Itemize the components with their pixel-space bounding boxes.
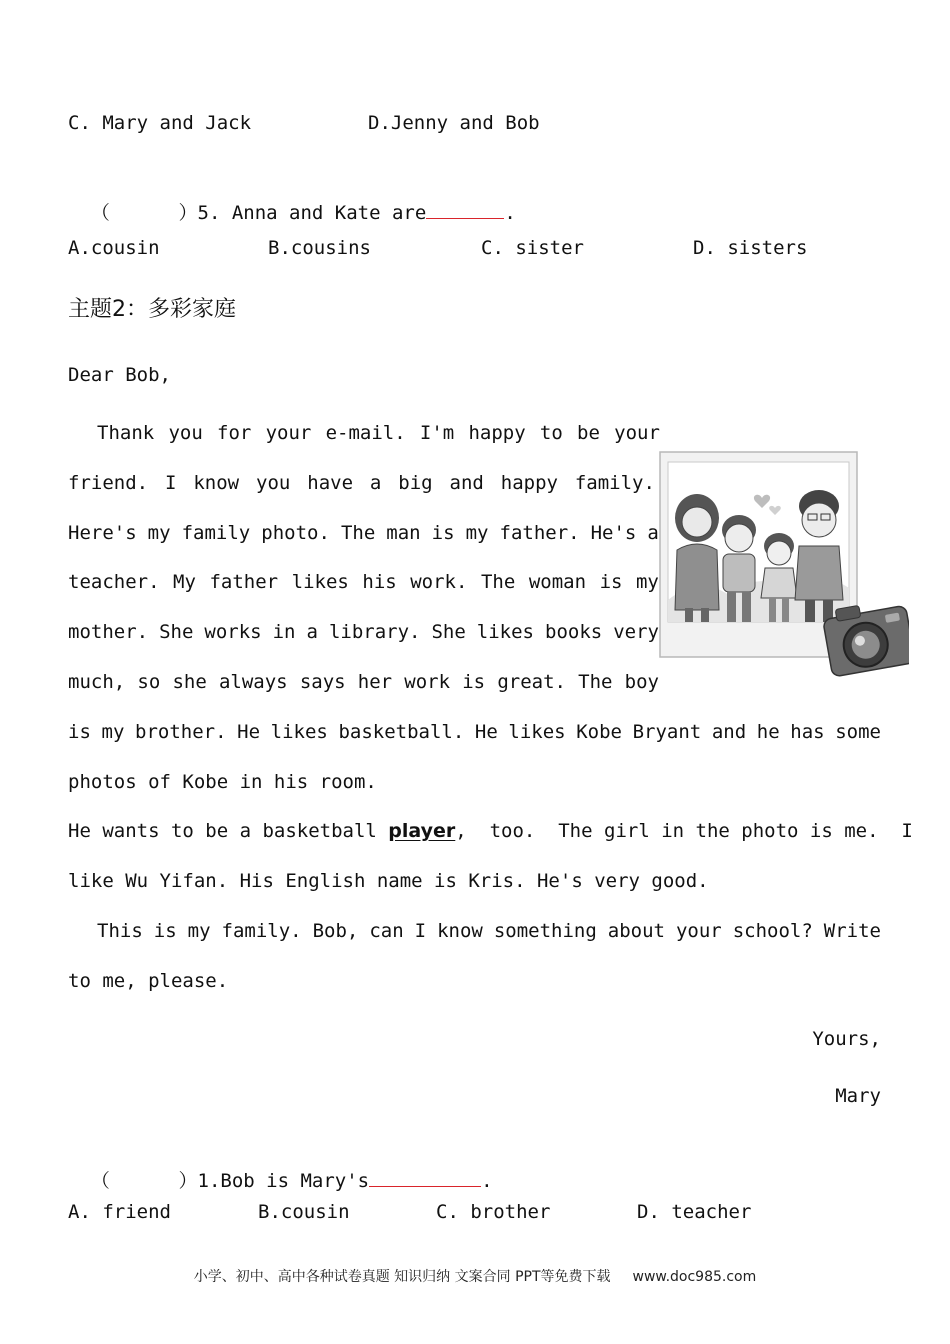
letter-line-2	[68, 471, 655, 495]
word: Write	[823, 920, 881, 942]
word: big	[398, 472, 433, 494]
word: work.	[410, 571, 468, 593]
word: something	[493, 920, 597, 942]
word: The	[578, 671, 613, 693]
letter-line-12: to me, please.	[68, 970, 229, 992]
keyword-player: player	[388, 820, 456, 842]
page-footer	[0, 1266, 950, 1286]
word: have	[307, 472, 354, 494]
word: a	[647, 522, 659, 544]
word: to	[539, 422, 563, 444]
word: He's	[590, 522, 637, 544]
word: She	[159, 621, 194, 643]
word: he	[756, 721, 780, 743]
letter-closing: Yours,	[812, 1028, 881, 1050]
word: in	[272, 621, 296, 643]
word: your	[675, 920, 722, 942]
word: brother.	[135, 721, 227, 743]
q1-stem: 1.Bob is Mary's	[197, 1170, 370, 1192]
word: e-mail.	[325, 422, 406, 444]
word: He	[474, 721, 498, 743]
word: is	[599, 571, 623, 593]
word: school?	[732, 920, 813, 942]
letter-line-1	[97, 421, 660, 445]
word: Thank	[97, 422, 155, 444]
family-photo-image	[659, 450, 909, 690]
word: is	[153, 920, 177, 942]
word: This	[97, 920, 143, 942]
word: mother.	[68, 621, 149, 643]
letter-greeting: Dear Bob,	[68, 364, 171, 386]
word: you	[168, 422, 203, 444]
footer-text: 小学、初中、高中各种试卷真题 知识归纳 文案合同 PPT等免费下载	[193, 1269, 611, 1285]
word: her	[357, 671, 393, 693]
word: happy	[500, 472, 558, 494]
word: for	[217, 422, 252, 444]
letter-line-5	[68, 620, 659, 644]
word: woman	[528, 571, 587, 593]
word: work	[404, 671, 451, 693]
word: family.	[221, 920, 302, 942]
word: has	[790, 721, 825, 743]
word: is	[462, 671, 486, 693]
word: books	[545, 621, 603, 643]
word: man	[386, 522, 421, 544]
q5-option-a: A.cousin	[68, 237, 160, 259]
word: is	[431, 522, 455, 544]
letter-line-4	[68, 570, 659, 594]
word: know	[437, 920, 483, 942]
word: works	[204, 621, 262, 643]
word: you	[256, 472, 291, 494]
q5-option-d: D. sisters	[693, 237, 808, 259]
word: He	[237, 721, 261, 743]
p2-before: He wants to be a basketball	[68, 820, 389, 842]
word: I	[414, 920, 427, 942]
letter-line-11	[97, 919, 881, 943]
word: likes	[476, 621, 534, 643]
letter-line-9	[68, 819, 913, 843]
word: always	[218, 671, 288, 693]
word: your	[614, 422, 660, 444]
word: family	[181, 522, 251, 544]
q5-option-b: B.cousins	[268, 237, 371, 259]
q5-blank	[426, 198, 504, 219]
q1-option-c: C. brother	[436, 1201, 551, 1223]
word: great.	[497, 671, 566, 693]
question-5	[68, 174, 516, 225]
q5-option-c: C. sister	[481, 237, 584, 259]
word: The	[340, 522, 376, 544]
word: is	[68, 721, 91, 743]
word: library.	[328, 621, 421, 643]
q4-option-c: C. Mary and Jack	[68, 112, 252, 134]
word: can	[369, 920, 404, 942]
word: and	[449, 472, 484, 494]
word: very	[613, 621, 659, 643]
word: I	[164, 472, 177, 494]
word: know	[193, 472, 240, 494]
word: my	[147, 522, 171, 544]
question-1	[68, 1142, 493, 1193]
word: my	[101, 721, 125, 743]
q1-paren: （ ）	[90, 1170, 198, 1192]
word: family.	[574, 472, 655, 494]
word: likes	[508, 721, 566, 743]
word: Kobe	[576, 721, 622, 743]
word: your	[265, 422, 312, 444]
word: I'm	[419, 422, 455, 444]
word: likes	[270, 721, 328, 743]
word: his	[362, 571, 397, 593]
word: much,	[68, 671, 126, 693]
letter-line-6	[68, 670, 659, 694]
word: My	[173, 571, 196, 593]
word: father.	[499, 522, 580, 544]
q4-option-d: D.Jenny and Bob	[368, 112, 540, 134]
footer-url[interactable]: www.doc985.com	[632, 1269, 757, 1285]
word: happy	[468, 422, 526, 444]
word: Here's	[68, 522, 137, 544]
q1-option-a: A. friend	[68, 1201, 171, 1223]
word: teacher.	[68, 571, 160, 593]
q5-stem: 5. Anna and Kate are	[197, 202, 427, 224]
q1-end: .	[481, 1170, 493, 1192]
word: The	[480, 571, 516, 593]
word: Bryant	[632, 721, 702, 743]
q1-option-b: B.cousin	[258, 1201, 350, 1223]
word: photo.	[261, 522, 330, 544]
section-title: 主题2：多彩家庭	[68, 297, 236, 322]
q1-blank	[369, 1166, 481, 1187]
word: she	[172, 671, 207, 693]
letter-line-7	[68, 720, 881, 744]
word: friend.	[68, 472, 149, 494]
q5-paren: （ ）	[90, 202, 198, 224]
q5-end: .	[504, 202, 516, 224]
word: boy	[624, 671, 659, 693]
word: so	[137, 671, 161, 693]
q1-option-d: D. teacher	[637, 1201, 752, 1223]
word: my	[635, 571, 659, 593]
word: and	[711, 721, 747, 743]
word: my	[187, 920, 211, 942]
word: my	[465, 522, 489, 544]
p2-after: , too. The girl in the photo is me. I	[455, 820, 913, 842]
word: Bob,	[312, 920, 359, 942]
letter-line-3	[68, 521, 659, 545]
word: likes	[291, 571, 349, 593]
word: be	[577, 422, 600, 444]
word: says	[299, 671, 346, 693]
word: She	[431, 621, 466, 643]
letter-line-10: like Wu Yifan. His English name is Kris. He's very good.	[68, 870, 709, 892]
word: about	[607, 920, 665, 942]
word: a	[306, 621, 318, 643]
word: some	[835, 721, 881, 743]
word: basketball.	[338, 721, 465, 743]
letter-signature: Mary	[835, 1085, 881, 1107]
word: a	[369, 472, 382, 494]
word: father	[209, 571, 279, 593]
letter-line-8: photos of Kobe in his room.	[68, 771, 377, 793]
